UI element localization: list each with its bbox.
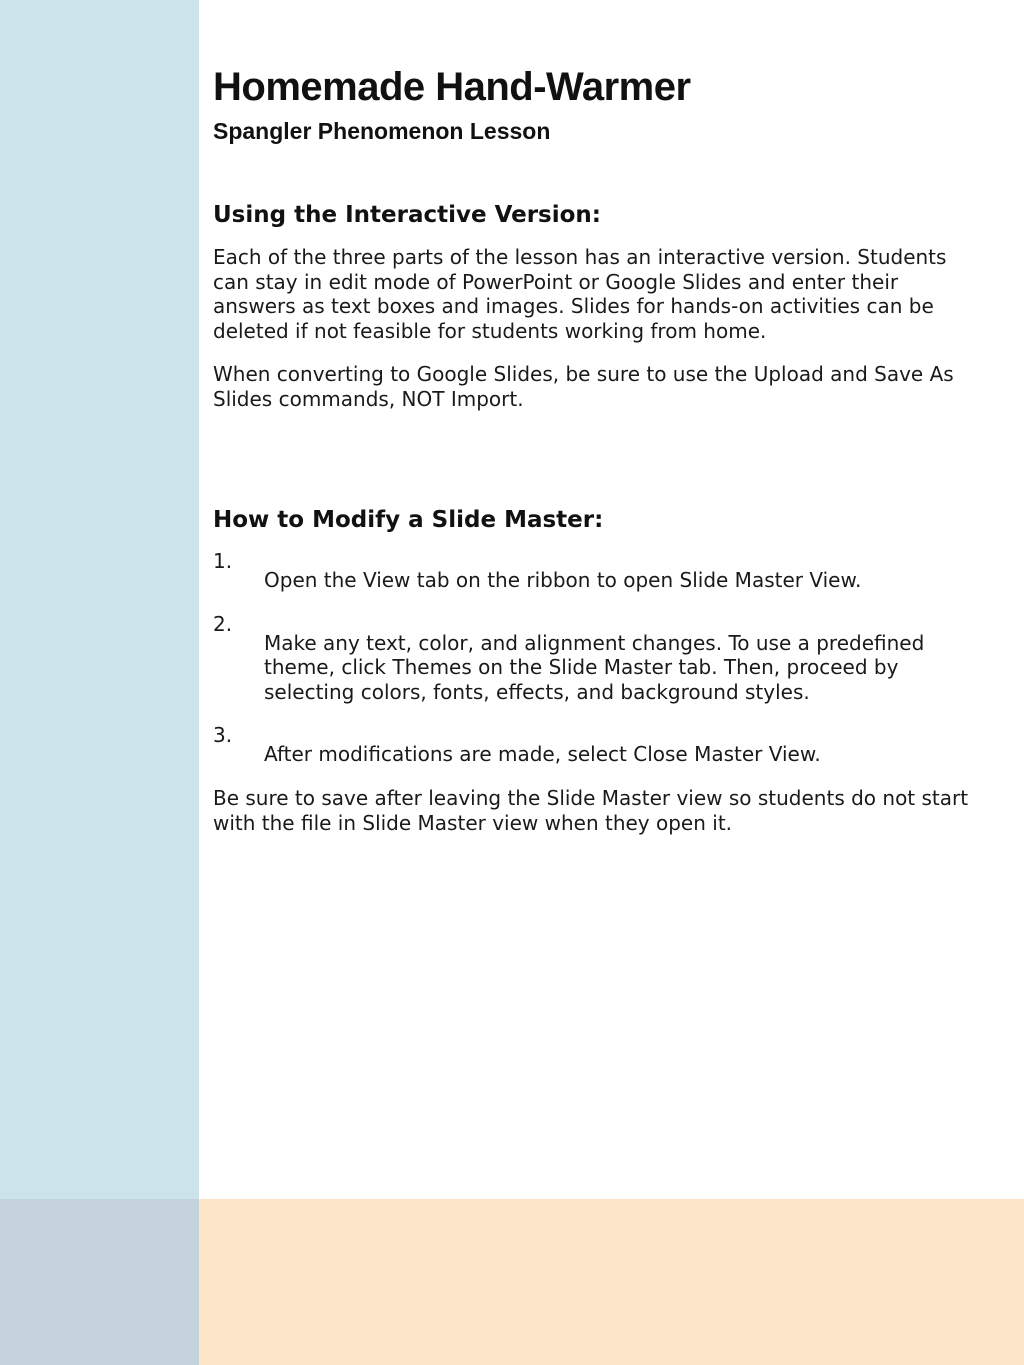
step-number: 2.	[213, 611, 233, 636]
left-sidebar-band	[0, 0, 199, 1199]
slide-master-steps	[213, 549, 973, 767]
slide-master-heading: How to Modify a Slide Master:	[213, 507, 604, 533]
list-item	[213, 612, 973, 705]
slide-master-closing-note: Be sure to save after leaving the Slide Master view so students do not start with the file in Slide Master view when they open it.	[213, 785, 969, 835]
step-number: 3.	[213, 723, 233, 748]
step-number: 1.	[213, 549, 233, 573]
interactive-paragraph-1: Each of the three parts of the lesson has an interactive version. Students can stay in edit mode of PowerPoint or Google Slides and enter their answers as text boxes and images. Slides for hands-on activities can be deleted if not feasible for students working from home.	[213, 245, 947, 343]
page-title: Homemade Hand-Warmer	[213, 65, 691, 109]
interactive-paragraph-2: When converting to Google Slides, be sure to use the Upload and Save As Slides commands, NOT Import.	[213, 362, 954, 411]
step-text: Open the View tab on the ribbon to open Slide Master View.	[264, 568, 862, 592]
step-text: Make any text, color, and alignment changes. To use a predefined theme, click Themes on the Slide Master tab. Then, proceed by selecting colors, fonts, effects, and background styles.	[264, 630, 925, 704]
page-subtitle: Spangler Phenomenon Lesson	[213, 118, 551, 144]
footer-right-band	[199, 1199, 1024, 1365]
interactive-version-section	[213, 200, 973, 412]
interactive-version-heading: Using the Interactive Version:	[213, 202, 602, 228]
document-content	[213, 62, 973, 835]
footer-left-band	[0, 1199, 199, 1365]
list-item	[213, 723, 973, 767]
slide-master-section	[213, 505, 973, 835]
step-text: After modifications are made, select Close Master View.	[264, 742, 821, 767]
list-item	[213, 549, 973, 593]
